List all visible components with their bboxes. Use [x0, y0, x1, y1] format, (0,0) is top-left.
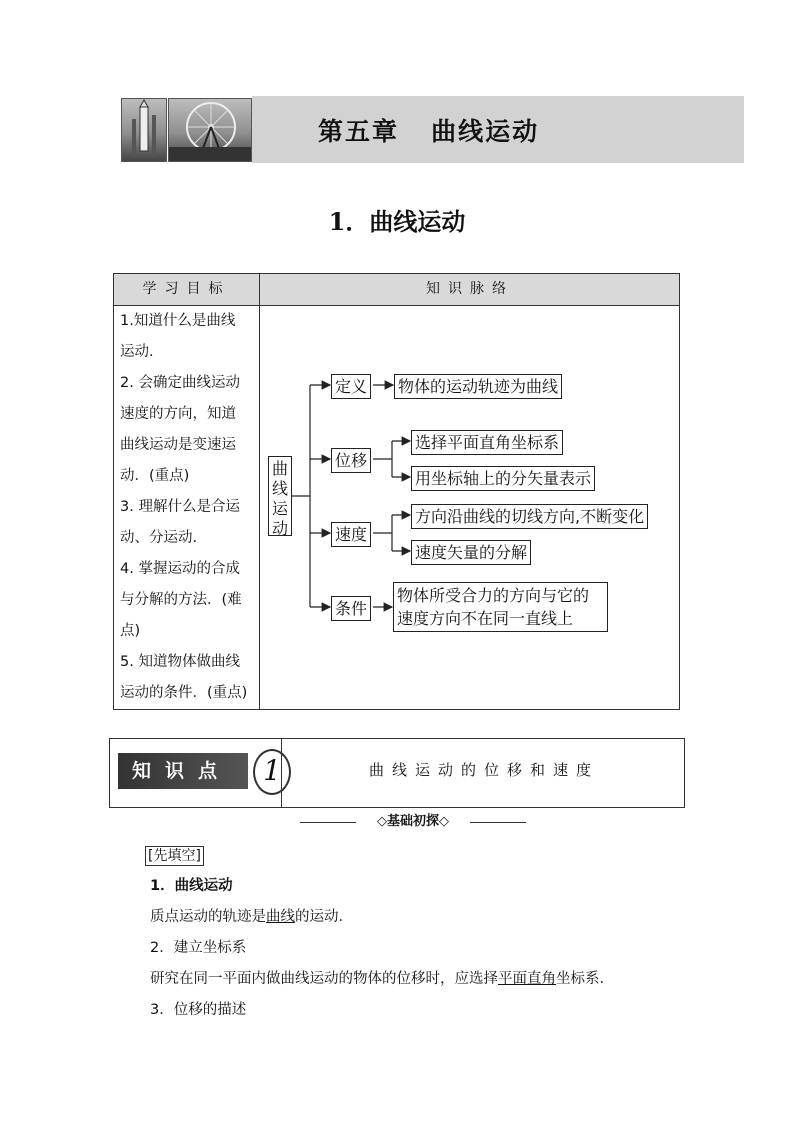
goal-line: 4. 掌握运动的合成 [120, 561, 240, 577]
goal-line: 动、分运动． [120, 530, 207, 546]
knowledge-point-box [109, 738, 685, 808]
goal-line: 运动． [120, 344, 164, 360]
knowledge-point-label: 知识点 [118, 753, 248, 789]
definition-item: 物体的运动轨迹为曲线 [394, 374, 562, 399]
goal-line: 5. 知道物体做曲线 [120, 654, 240, 670]
paragraph-curve-motion [150, 905, 353, 926]
goal-line: 点) [120, 623, 141, 639]
section-divider [300, 814, 526, 830]
mindmap-root: 曲线运动 [268, 456, 292, 536]
blank-answer: 曲线 [266, 909, 295, 925]
text: 坐标系． [556, 971, 614, 987]
goal-line: 速度的方向，知道 [120, 406, 236, 422]
header-goals: 学习目标 [142, 281, 231, 297]
velocity-item: 方向沿曲线的切线方向,不断变化 [411, 504, 648, 529]
knowledge-point-title: 曲线运动的位移和速度 [368, 761, 599, 779]
displacement-item: 用坐标轴上的分矢量表示 [411, 466, 595, 491]
branch-definition: 定义 [331, 374, 371, 399]
blank-answer: 平面直角 [498, 971, 556, 987]
goal-line: 2. 会确定曲线运动 [120, 375, 240, 391]
condition-item [393, 582, 608, 632]
divider-line-left [300, 822, 356, 823]
goal-line: 与分解的方法．(难 [120, 592, 242, 608]
fill-blank-tag: [先填空] [145, 846, 204, 866]
heading-curve-motion: 1．曲线运动 [150, 878, 233, 894]
condition-line: 物体所受合力的方向与它的 [397, 586, 590, 605]
knowledge-point-number: 1 [253, 749, 291, 795]
goal-line: 3. 理解什么是合运 [120, 499, 240, 515]
text: 的运动． [295, 909, 353, 925]
branch-velocity: 速度 [331, 522, 371, 547]
displacement-item: 选择平面直角坐标系 [411, 430, 563, 455]
text: 质点运动的轨迹是 [150, 909, 266, 925]
condition-line: 速度方向不在同一直线上 [397, 609, 574, 628]
goal-line: 运动的条件．(重点) [120, 685, 248, 701]
chapter-title: 第五章 曲线运动 [318, 117, 540, 146]
text: 研究在同一平面内做曲线运动的物体的位移时，应选择 [150, 971, 498, 987]
velocity-item: 速度矢量的分解 [411, 540, 531, 565]
divider-line-right [470, 822, 526, 823]
goal-line: 曲线运动是变速运 [120, 437, 236, 453]
divider-text: ◇基础初探◇ [377, 814, 449, 829]
heading-coordinate-system: 2．建立坐标系 [150, 940, 247, 956]
heading-displacement: 3．位移的描述 [150, 1002, 247, 1018]
branch-condition: 条件 [331, 596, 371, 621]
paragraph-coordinate-system [150, 967, 614, 988]
goal-line: 1.知道什么是曲线 [120, 313, 236, 329]
goal-line: 动．(重点) [120, 468, 190, 484]
header-network: 知识脉络 [426, 281, 514, 297]
lesson-title: 1．曲线运动 [328, 207, 466, 236]
branch-displacement: 位移 [331, 448, 371, 473]
